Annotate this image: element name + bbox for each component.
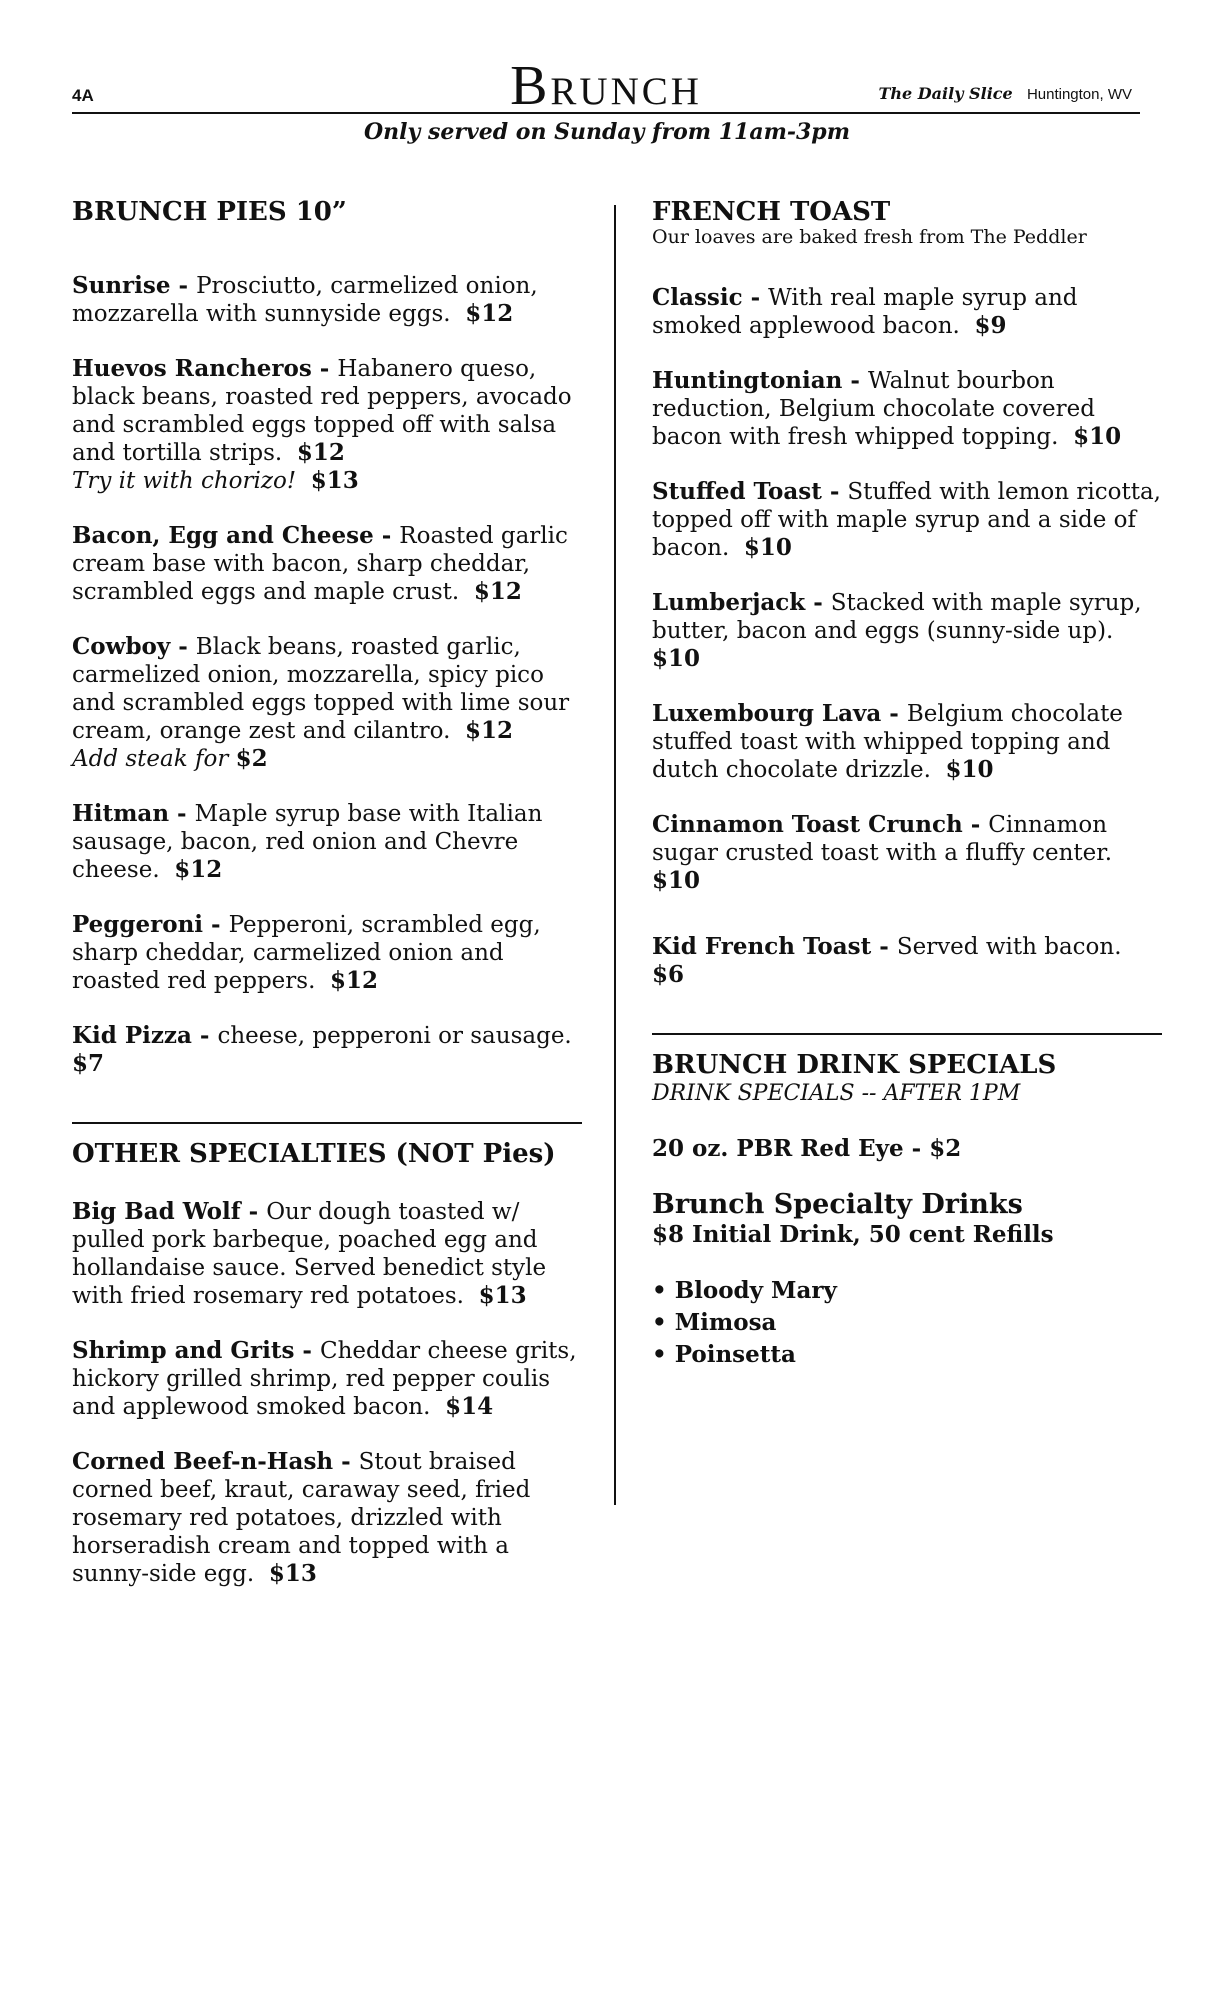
item-name: Huevos Rancheros - — [72, 355, 338, 382]
serving-hours: Only served on Sunday from 11am-3pm — [364, 119, 850, 145]
french-toast-subheading: Our loaves are baked fresh from The Peddler — [652, 226, 1087, 248]
drink-specials-heading: BRUNCH DRINK SPECIALS — [652, 1050, 1057, 1080]
item-description: Belgium chocolate stuffed toast with whipped topping and dutch chocolate drizzle. — [652, 701, 1123, 783]
item-description: Stuffed with lemon ricotta, topped off with maple syrup and a side of bacon. — [652, 479, 1161, 561]
item-price: $10 — [945, 756, 994, 783]
menu-item — [652, 700, 1162, 784]
menu-item — [652, 367, 1162, 451]
item-description: Habanero queso, black beans, roasted red peppers, avocado and scrambled eggs topped off with salsa and tortilla strips. — [72, 356, 572, 466]
item-name: Big Bad Wolf - — [72, 1198, 267, 1225]
item-name: Stuffed Toast - — [652, 478, 848, 505]
addon-text: Try it with chorizo! — [72, 468, 297, 494]
item-price: $12 — [465, 300, 514, 327]
item-price: $12 — [465, 717, 514, 744]
menu-item — [72, 1337, 582, 1421]
item-name: Cinnamon Toast Crunch - — [652, 811, 989, 838]
item-name: Huntingtonian - — [652, 367, 868, 394]
item-price: $13 — [268, 1560, 317, 1587]
item-price: $10 — [652, 867, 701, 894]
item-description: Roasted garlic cream base with bacon, sharp cheddar, scrambled eggs and maple crust. — [72, 523, 568, 605]
menu-item — [652, 933, 1162, 989]
item-description: cheese, pepperoni or sausage. — [217, 1023, 572, 1049]
item-price: $12 — [174, 856, 223, 883]
menu-item — [72, 800, 582, 884]
menu-item — [72, 1198, 582, 1310]
item-name: Classic - — [652, 284, 769, 311]
item-price: $6 — [652, 961, 685, 988]
item-price: $13 — [478, 1282, 527, 1309]
section-rule — [72, 1122, 582, 1124]
addon-price: $13 — [310, 467, 359, 494]
menu-item — [652, 284, 1162, 340]
menu-item — [652, 811, 1162, 895]
page-number: 4A — [72, 86, 94, 105]
publication-location: Huntington, WV — [1026, 86, 1132, 103]
menu-item — [72, 911, 582, 995]
item-price: $12 — [330, 967, 379, 994]
left-column — [72, 196, 582, 1588]
item-price: $10 — [652, 645, 701, 672]
page-header — [72, 55, 1140, 117]
list-item: • Poinsetta — [652, 1339, 1162, 1371]
item-name: Corned Beef-n-Hash - — [72, 1448, 359, 1475]
other-specialties-heading: OTHER SPECIALTIES (NOT Pies) — [72, 1139, 556, 1169]
item-name: Cowboy - — [72, 633, 196, 660]
right-column — [652, 196, 1162, 1371]
list-item: • Bloody Mary — [652, 1275, 1162, 1307]
item-description: Cinnamon sugar crusted toast with a fluffy center. — [652, 812, 1113, 866]
menu-item — [72, 272, 582, 328]
column-divider — [614, 205, 616, 1505]
item-description: Pepperoni, scrambled egg, sharp cheddar, carmelized onion and roasted red peppers. — [72, 912, 541, 994]
item-description: With real maple syrup and smoked applewood bacon. — [652, 285, 1078, 339]
specialty-drinks-heading: Brunch Specialty Drinks — [652, 1189, 1023, 1220]
item-description: Prosciutto, carmelized onion, mozzarella with sunnyside eggs. — [72, 273, 538, 327]
item-description: Our dough toasted w/ pulled pork barbeque, poached egg and hollandaise sauce. Served benedict style with fried rosemary red potatoes. — [72, 1199, 547, 1309]
item-description: Stacked with maple syrup, butter, bacon and eggs (sunny-side up). — [652, 590, 1142, 644]
item-addon — [72, 467, 582, 495]
menu-item — [652, 478, 1162, 562]
item-price: $10 — [743, 534, 792, 561]
french-toast-heading: FRENCH TOAST — [652, 197, 891, 227]
brunch-pies-heading: BRUNCH PIES 10” — [72, 197, 347, 227]
masthead — [879, 84, 1133, 104]
item-name: Kid Pizza - — [72, 1022, 218, 1049]
item-description: Walnut bourbon reduction, Belgium chocolate covered bacon with fresh whipped topping. — [652, 368, 1095, 450]
item-description: Maple syrup base with Italian sausage, bacon, red onion and Chevre cheese. — [72, 801, 543, 883]
publication-name: The Daily Slice — [878, 84, 1013, 103]
menu-item — [72, 1022, 582, 1078]
menu-item — [652, 589, 1162, 673]
item-price: $14 — [445, 1393, 494, 1420]
menu-item — [72, 1448, 582, 1588]
menu-item — [72, 522, 582, 606]
item-price: $12 — [473, 578, 522, 605]
item-description: Cheddar cheese grits, hickory grilled shrimp, red pepper coulis and applewood smoked bacon. — [72, 1338, 577, 1420]
addon-price: $2 — [235, 745, 268, 772]
item-description: Black beans, roasted garlic, carmelized onion, mozzarella, spicy pico and scrambled eggs topped with lime sour cream, orange zest and cilantro. — [72, 634, 570, 744]
drink-specials-subheading: DRINK SPECIALS -- AFTER 1PM — [652, 1081, 1021, 1106]
drink-special: 20 oz. PBR Red Eye - $2 — [652, 1135, 962, 1162]
specialty-drinks-price: $8 Initial Drink, 50 cent Refills — [652, 1221, 1054, 1248]
item-name: Bacon, Egg and Cheese - — [72, 522, 400, 549]
item-name: Hitman - — [72, 800, 195, 827]
item-price: $7 — [72, 1050, 105, 1077]
item-name: Luxembourg Lava - — [652, 700, 907, 727]
item-name: Peggeroni - — [72, 911, 229, 938]
item-price: $9 — [974, 312, 1007, 339]
item-description: Served with bacon. — [896, 934, 1122, 960]
menu-item — [72, 633, 582, 773]
page-title: Brunch — [510, 55, 702, 117]
item-name: Shrimp and Grits - — [72, 1337, 320, 1364]
item-addon — [72, 745, 582, 773]
item-name: Lumberjack - — [652, 589, 831, 616]
menu-item — [72, 355, 582, 495]
list-item: • Mimosa — [652, 1307, 1162, 1339]
item-price: $12 — [296, 439, 345, 466]
item-name: Kid French Toast - — [652, 933, 897, 960]
addon-text: Add steak for — [72, 746, 229, 772]
item-name: Sunrise - — [72, 272, 197, 299]
specialty-drinks-list — [652, 1275, 1162, 1371]
section-rule — [652, 1033, 1162, 1035]
item-description: Stout braised corned beef, kraut, caraway seed, fried rosemary red potatoes, drizzled with horseradish cream and topped with a sunny-side egg. — [72, 1449, 531, 1587]
item-price: $10 — [1073, 423, 1122, 450]
